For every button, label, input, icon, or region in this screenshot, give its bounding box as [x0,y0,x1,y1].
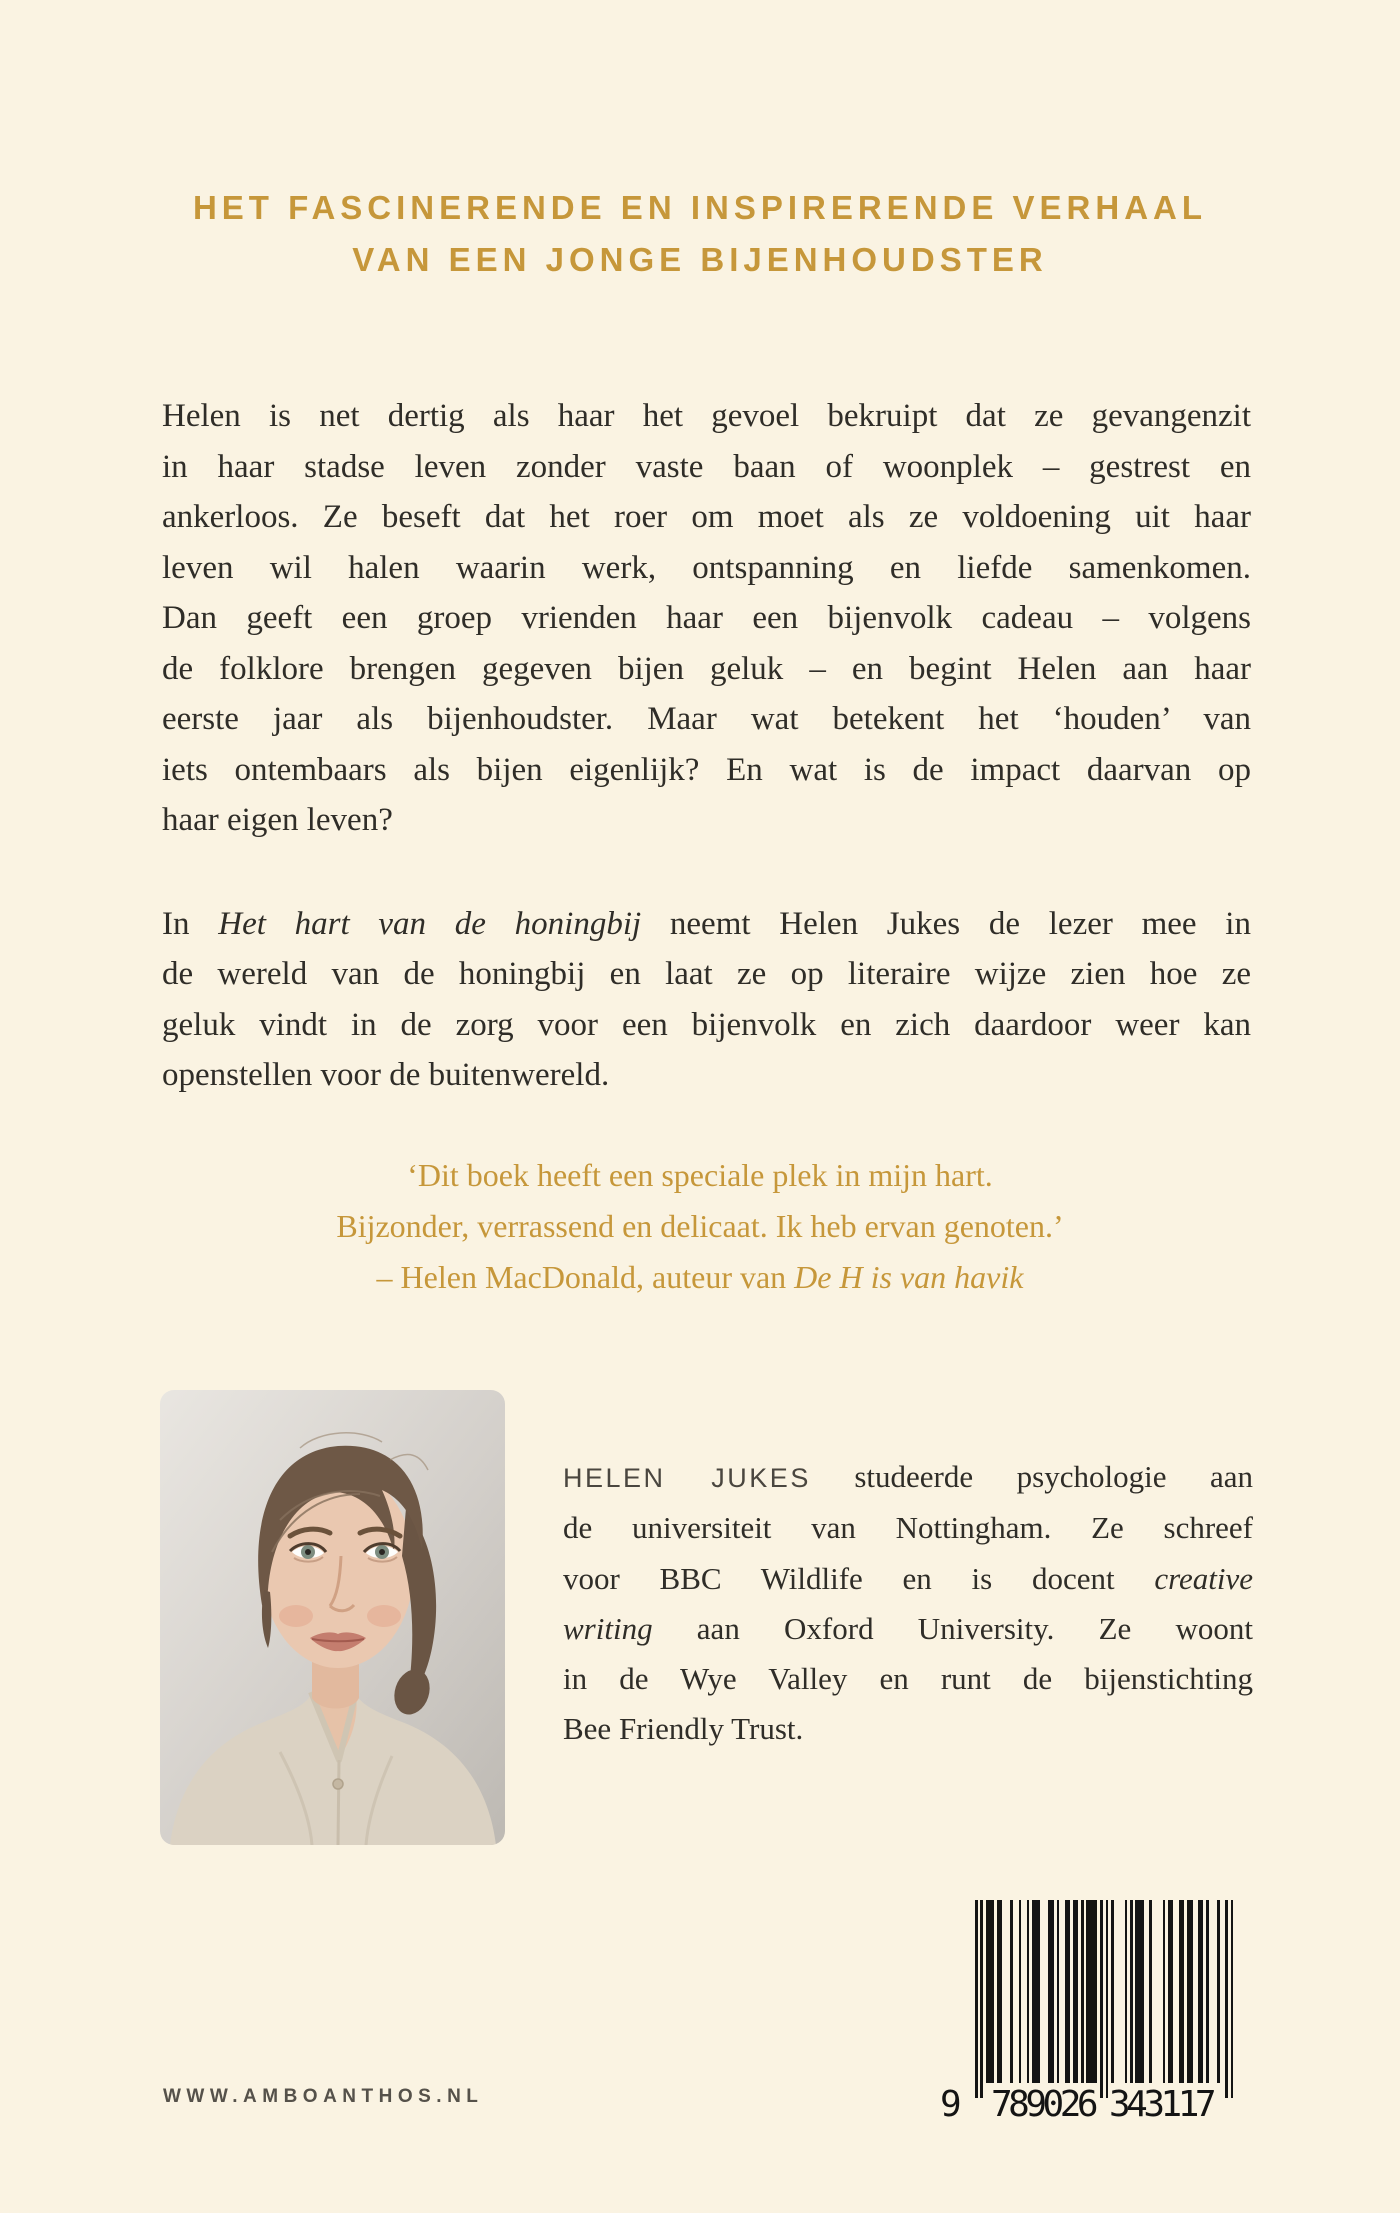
synopsis-line: openstellen voor de buitenwereld. [162,1057,610,1093]
quote-line: ‘Dit boek heeft een speciale plek in mijn hart. [407,1157,993,1193]
synopsis-line: leven wil halen waarin werk, ontspanning en liefde samenkomen. [162,549,1251,586]
isbn-digit-first: 9 [940,2084,958,2125]
text-segment: In [162,905,219,942]
bio-line: Bee Friendly Trust. [563,1711,804,1747]
tagline-line-1: HET FASCINERENDE EN INSPIRERENDE VERHAAL [192,189,1208,226]
synopsis-line [162,899,1251,950]
book-title-italic: De H is van havik [794,1259,1024,1295]
barcode-bars [975,1900,1233,2098]
text-segment: studeerde psychologie aan [810,1459,1253,1494]
synopsis-line: in haar stadse leven zonder vaste baan of woonplek – gestrest en [162,448,1251,485]
synopsis-line: Helen is net dertig als haar het gevoel bekruipt dat ze gevangenzit [162,398,1251,434]
synopsis-line: de folklore brengen gegeven bijen geluk – en begint Helen aan haar [162,650,1251,687]
synopsis-line: Dan geeft een groep vrienden haar een bijenvolk cadeau – volgens [162,600,1251,636]
quote-attribution [155,1252,1245,1303]
synopsis-paragraph-2 [162,899,1251,1101]
publisher-website-url: WWW.AMBOANTHOS.NL [163,2086,484,2107]
bio-line [563,1604,1253,1654]
synopsis-line: geluk vindt in de zorg voor een bijenvolk en zich daardoor weer kan [162,1006,1251,1043]
tagline-line-2: VAN EEN JONGE BIJENHOUDSTER [352,241,1048,278]
quote-line: Bijzonder, verrassend en delicaat. Ik heb ervan genoten.’ [336,1208,1064,1244]
author-photo [160,1390,505,1845]
text-segment: neemt Helen Jukes de lezer mee in [641,905,1251,942]
synopsis-line: de wereld van de honingbij en laat ze op literaire wijze zien hoe ze [162,956,1251,992]
author-portrait-illustration [160,1390,505,1845]
bio-line [563,1554,1253,1604]
synopsis-line: ankerloos. Ze beseft dat het roer om moet als ze voldoening uit haar [162,499,1251,535]
synopsis-line: iets ontembaars als bijen eigenlijk? En wat is de impact daarvan op [162,751,1251,788]
synopsis [162,391,1251,1101]
isbn-digit-group-1: 789026 [991,2084,1095,2125]
synopsis-paragraph-1 [162,391,1251,846]
author-name: HELEN JUKES [563,1463,811,1493]
barcode-bar [1231,1900,1234,2098]
text-segment: – Helen MacDonald, auteur van [376,1259,795,1295]
isbn-digit-group-2: 343117 [1109,2084,1213,2125]
italic-term: writing [563,1610,653,1646]
tagline [0,182,1400,286]
text-segment: voor BBC Wildlife en is docent [563,1560,1155,1596]
synopsis-line: eerste jaar als bijenhoudster. Maar wat betekent het ‘houden’ van [162,701,1251,737]
author-bio [563,1452,1253,1755]
text-segment: aan Oxford University. Ze woont [652,1610,1253,1646]
endorsement-quote [155,1150,1245,1303]
book-title-italic: Het hart van de honingbij [218,905,642,942]
bio-line [563,1452,1253,1503]
synopsis-line: haar eigen leven? [162,802,393,838]
bio-line: in de Wye Valley en runt de bijenstichting [563,1661,1253,1697]
isbn-barcode [940,1900,1234,2125]
bio-line: de universiteit van Nottingham. Ze schreef [563,1510,1253,1546]
italic-term: creative [1154,1560,1253,1596]
